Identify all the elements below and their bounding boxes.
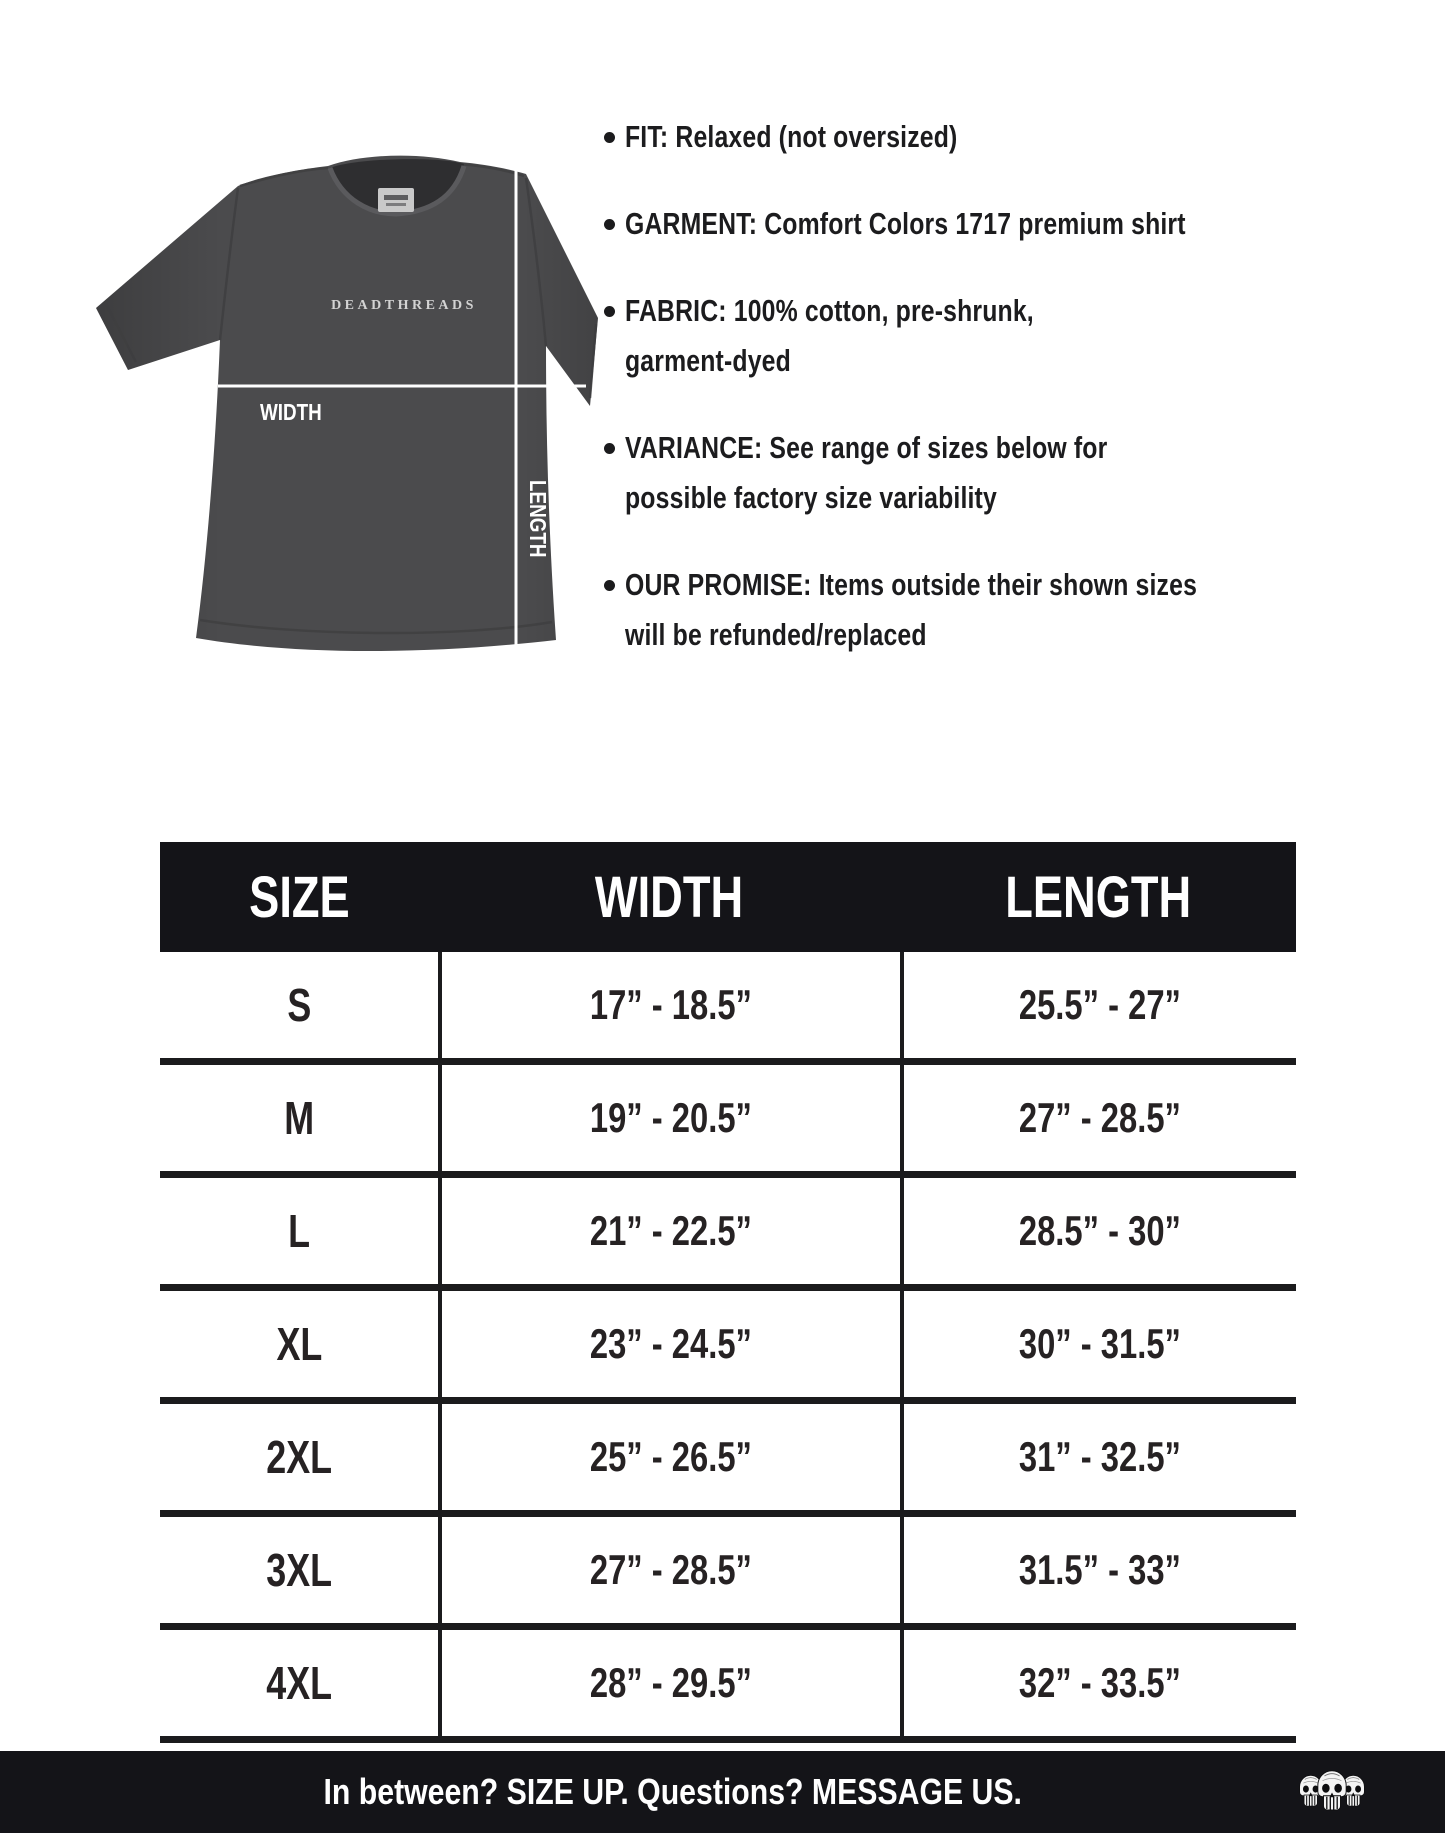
footer-bar <box>0 1751 1445 1833</box>
size-cell: XL <box>276 1318 322 1370</box>
detail-fabric-text: FABRIC: 100% cotton, pre-shrunk, garment-dyed <box>625 293 1034 378</box>
size-cell: 3XL <box>266 1544 332 1596</box>
size-cell: 4XL <box>266 1657 332 1709</box>
detail-fabric <box>604 286 1344 386</box>
detail-garment-text: GARMENT: Comfort Colors 1717 premium shirt <box>625 206 1186 241</box>
length-cell: 30” - 31.5” <box>900 1291 1296 1397</box>
shirt-shading <box>96 156 598 651</box>
width-cell: 17” - 18.5” <box>438 952 900 1058</box>
table-row-2xl <box>160 1404 1296 1517</box>
size-chart-header <box>160 842 1296 952</box>
bullet-marker <box>604 219 615 230</box>
table-row-l <box>160 1178 1296 1291</box>
detail-variance <box>604 423 1344 523</box>
length-cell: 31.5” - 33” <box>900 1517 1296 1623</box>
length-cell: 25.5” - 27” <box>900 952 1296 1058</box>
width-cell: 27” - 28.5” <box>438 1517 900 1623</box>
length-cell: 31” - 32.5” <box>900 1404 1296 1510</box>
bullet-marker <box>604 443 615 454</box>
detail-garment <box>604 199 1344 249</box>
neck-tag <box>378 188 414 212</box>
width-label: WIDTH <box>260 400 322 426</box>
size-cell: M <box>284 1092 314 1144</box>
width-cell: 19” - 20.5” <box>438 1065 900 1171</box>
size-cell: L <box>288 1205 310 1257</box>
column-header-size: SIZE <box>248 864 350 930</box>
detail-promise-text: OUR PROMISE: Items outside their shown sizes will be refunded/replaced <box>625 567 1198 652</box>
footer-text: In between? SIZE UP. Questions? MESSAGE US. <box>323 1771 1022 1812</box>
size-cell: 2XL <box>266 1431 332 1483</box>
table-row-4xl <box>160 1630 1296 1743</box>
column-header-width: WIDTH <box>594 864 744 930</box>
table-row-m <box>160 1065 1296 1178</box>
detail-fit-text: FIT: Relaxed (not oversized) <box>625 119 958 154</box>
tshirt-diagram <box>78 108 603 663</box>
width-cell: 21” - 22.5” <box>438 1178 900 1284</box>
width-cell: 28” - 29.5” <box>438 1630 900 1736</box>
column-header-length: LENGTH <box>1005 864 1191 930</box>
size-cell: S <box>287 979 311 1031</box>
shirt-print: DEADTHREADS <box>331 298 477 313</box>
product-details-list <box>604 112 1344 697</box>
length-cell: 32” - 33.5” <box>900 1630 1296 1736</box>
table-row-3xl <box>160 1517 1296 1630</box>
detail-variance-text: VARIANCE: See range of sizes below for possible factory size variability <box>625 430 1108 515</box>
bullet-marker <box>604 580 615 591</box>
table-row-xl <box>160 1291 1296 1404</box>
detail-fit <box>604 112 1344 162</box>
width-cell: 25” - 26.5” <box>438 1404 900 1510</box>
bullet-marker <box>604 306 615 317</box>
bullet-marker <box>604 132 615 143</box>
length-cell: 27” - 28.5” <box>900 1065 1296 1171</box>
length-cell: 28.5” - 30” <box>900 1178 1296 1284</box>
width-cell: 23” - 24.5” <box>438 1291 900 1397</box>
length-label: LENGTH <box>524 480 550 558</box>
table-row-s <box>160 952 1296 1065</box>
detail-promise <box>604 560 1344 660</box>
size-chart-table <box>160 842 1296 1743</box>
triple-skull-icon <box>1295 1763 1369 1821</box>
